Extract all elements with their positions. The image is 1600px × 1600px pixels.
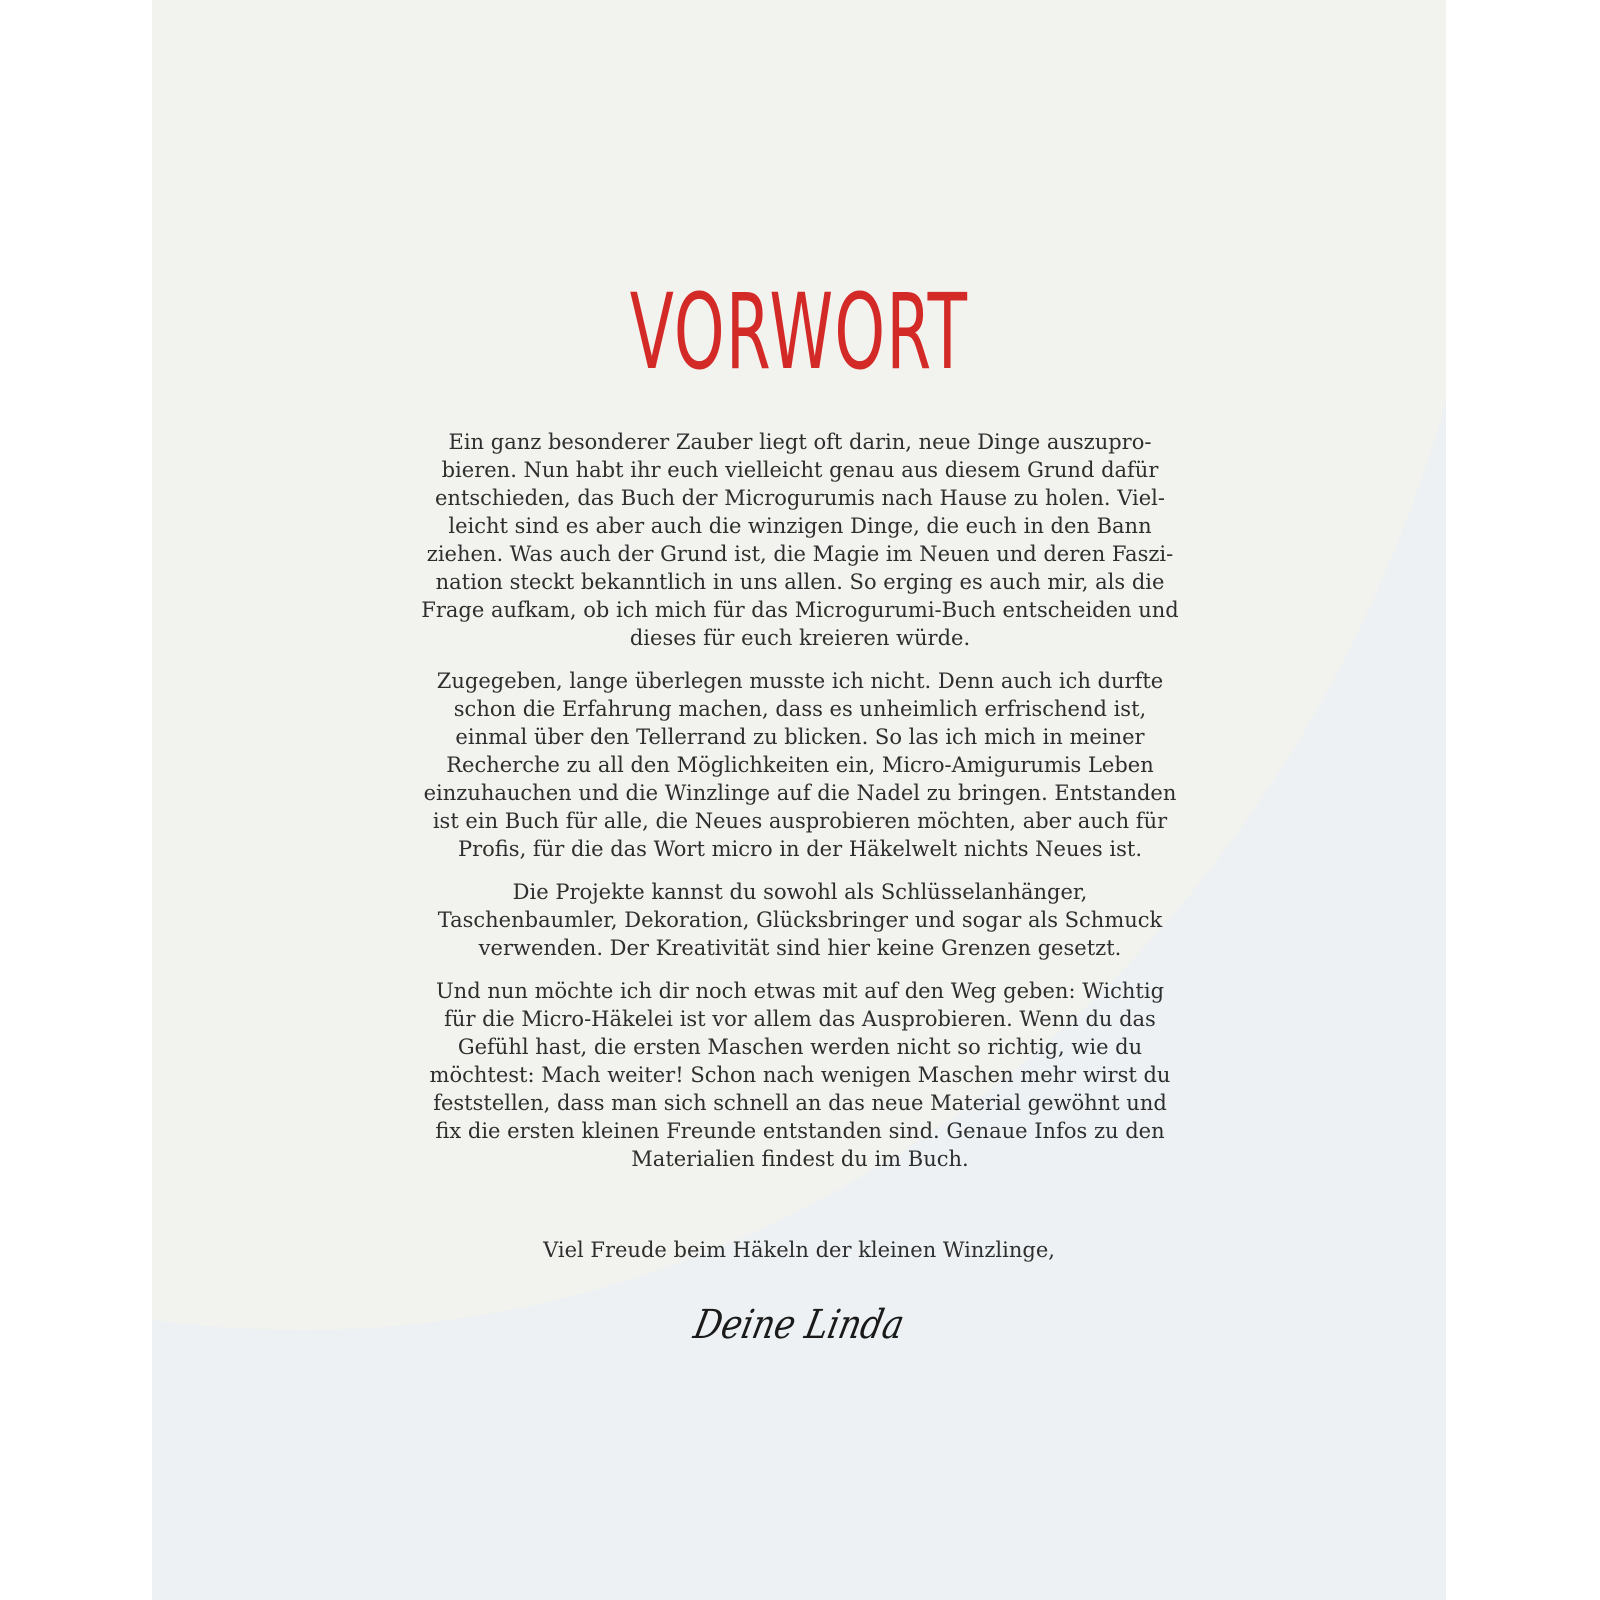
paragraph-4: Und nun möchte ich dir noch etwas mit auf den Weg geben: Wichtig für die Micro-Häkelei ist vor allem das Ausprobieren. Wenn du das Gefühl hast, die ersten Maschen werden nicht so richtig, wie du möchtest: Mach weiter! Schon nach wenigen Maschen mehr wirst du feststellen, dass man sich schnell an das neue Material gewöhnt und fix die ersten kleinen Freunde entstanden sind. Genaue Infos zu den Materialien findest du im Buch. bbox=[429, 979, 1171, 1171]
book-page bbox=[152, 0, 1446, 1600]
foreword-text bbox=[420, 428, 1180, 1188]
paragraph-3: Die Projekte kannst du sowohl als Schlüsselanhänger, Taschenbaumler, Dekoration, Glücksbringer und sogar als Schmuck verwenden. Der Kreativität sind hier keine Grenzen gesetzt. bbox=[437, 880, 1163, 960]
paragraph-2: Zugegeben, lange überlegen musste ich nicht. Denn auch ich durfte schon die Erfahrung machen, dass es unheimlich erfrischend ist, einmal über den Tellerrand zu blicken. So las ich mich in meiner Recherche zu all den Möglichkeiten ein, Micro-Amigurumis Leben einzuhauchen und die Winzlinge auf die Nadel zu bringen. Entstanden ist ein Buch für alle, die Neues ausprobieren möchten, aber auch für Profis, für die das Wort micro in der Häkelwelt nichts Neues ist. bbox=[423, 669, 1177, 861]
closing-line: Viel Freude beim Häkeln der kleinen Winzlinge, bbox=[543, 1238, 1055, 1262]
page-content bbox=[152, 0, 1446, 1600]
signature: Deine Linda bbox=[689, 1302, 909, 1348]
paragraph-1: Ein ganz besonderer Zauber liegt oft darin, neue Dinge auszuprobieren. Nun habt ihr euch vielleicht genau aus diesem Grund dafür entschieden, das Buch der Microgurumis nach Hause zu holen. Vielleicht sind es aber auch die winzigen Dinge, die euch in den Bann ziehen. Was auch der Grund ist, die Magie im Neuen und deren Faszination steckt bekanntlich in uns allen. So erging es auch mir, als die Frage aufkam, ob ich mich für das Microgurumi-Buch entscheiden und dieses für euch kreieren würde. bbox=[421, 430, 1179, 650]
page-title: VORWORT bbox=[629, 271, 969, 393]
